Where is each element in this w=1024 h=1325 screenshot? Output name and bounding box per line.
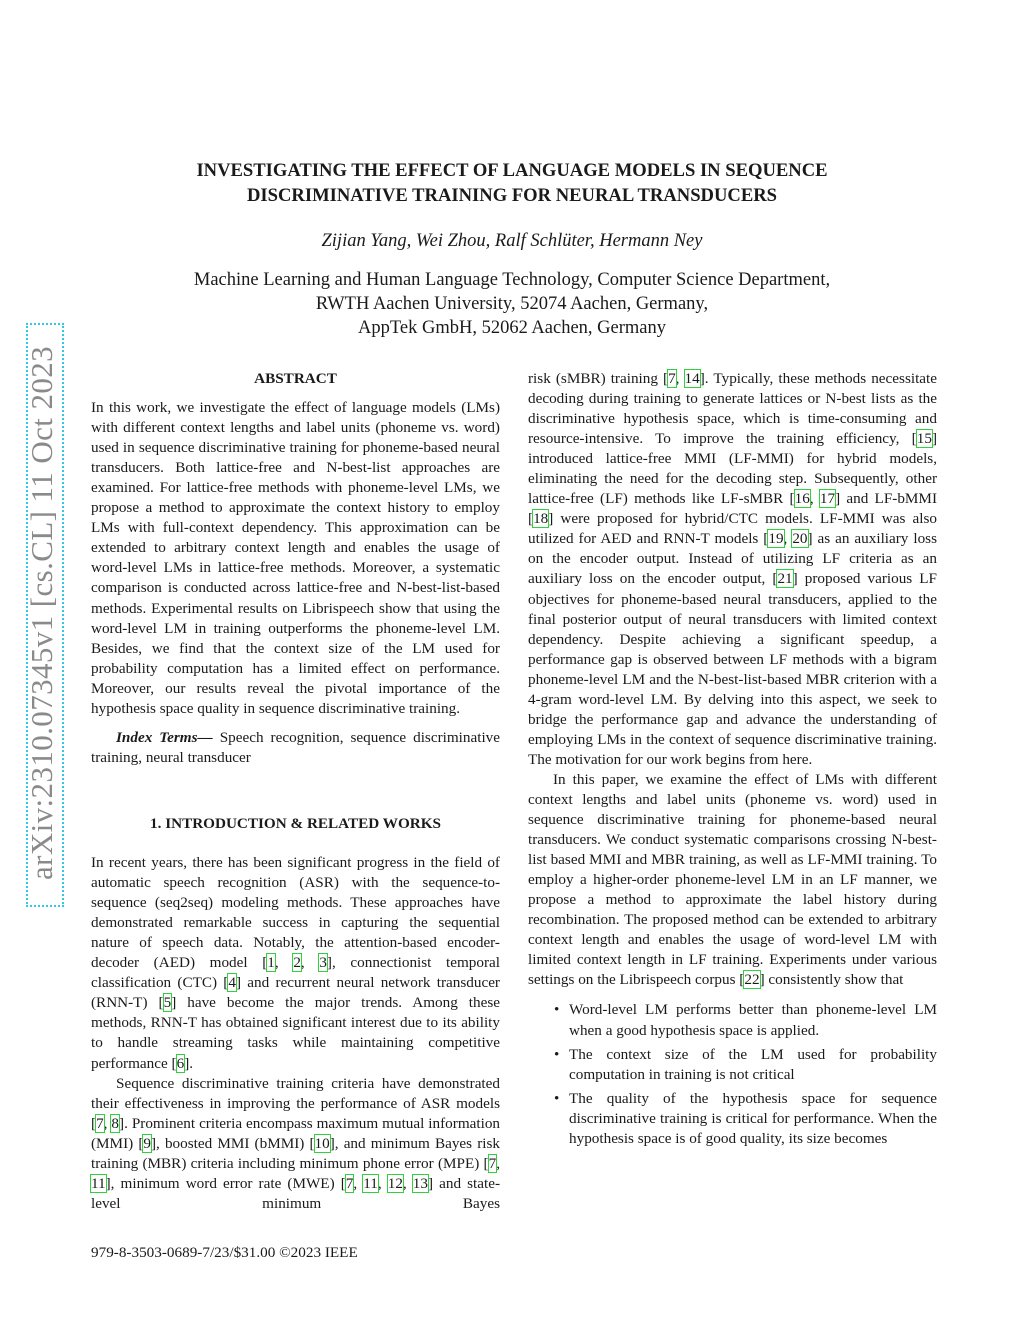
- intro-paragraph-2: [91, 1074, 500, 1214]
- text-run: In this paper, we examine the effect of LMs with different context lengths and label units (phoneme vs. word) used in sequence discriminative training for phoneme-based neural transducers. We conduct systematic comparisons crossing N-best-list based MMI and MBR training, as well as LF-MMI training. To employ a higher-order phoneme-level LM in an LF manner, we propose a method to approximate the label history during recombination. The proposed method can be extended to arbitrary context length and enables the usage of word-level LM with limited context length in LF training. Experiments under various settings on the Librispeech corpus [: [528, 770, 937, 989]
- citation-link[interactable]: 9: [143, 1134, 151, 1152]
- text-run: ] consistently show that: [759, 971, 904, 989]
- text-run: ], connectionist temporal classification (CTC) [: [91, 954, 500, 992]
- citation-link[interactable]: 17: [819, 490, 836, 508]
- citation-link[interactable]: 1: [267, 954, 275, 972]
- citation-link[interactable]: 13: [412, 1174, 428, 1192]
- citation-link[interactable]: 18: [533, 510, 549, 528]
- abstract-text: In this work, we investigate the effect of language models (LMs) with different context lengths and label units (phoneme vs. word) used in sequence discriminative training for phoneme-based neural transducers. Both lattice-free and N-best-list approaches are examined. For lattice-free methods with phoneme-level LMs, we propose a method to approximate the context history to employ LMs with full-context dependency. This approximation can be extended to arbitrary context length and enables the usage of word-level LMs in lattice-free methods. Moreover, a systematic comparison is conducted across lattice-free and N-best-list-based methods. Experimental results on Librispeech show that using the word-level LM in training outperforms the phoneme-level LM. Besides, we find that the context size of the LM used for probability computation has a limited effect on performance. Moreover, our results reveal the pivotal importance of the hypothesis space quality in sequence discriminative training.: [91, 399, 500, 717]
- citation-link[interactable]: 6: [176, 1054, 185, 1072]
- text-run: Sequence discriminative training criteria have demonstrated their effectiveness in improving the performance of ASR models [: [91, 1074, 500, 1132]
- affiliation-line-3: AppTek GmbH, 52062 Aachen, Germany: [358, 318, 666, 338]
- text-run: ] and state-level minimum Bayes: [91, 1174, 501, 1212]
- text-run: ,: [274, 954, 294, 972]
- intro-section-right: [528, 369, 937, 1153]
- author-list: Zijian Yang, Wei Zhou, Ralf Schlüter, Hermann Ney: [321, 231, 703, 251]
- citation-link[interactable]: 11: [91, 1174, 106, 1192]
- title-line-2: DISCRIMINATIVE TRAINING FOR NEURAL TRANSDUCERS: [246, 185, 777, 206]
- text-run: ], minimum word error rate (MWE) [: [105, 1174, 346, 1192]
- citation-link[interactable]: 2: [293, 954, 301, 972]
- citation-link[interactable]: 20: [792, 530, 808, 548]
- text-run: ,: [496, 1154, 500, 1172]
- index-terms-label: Index Terms—: [116, 728, 213, 746]
- citation-link[interactable]: 16: [794, 490, 810, 508]
- text-run: ,: [809, 490, 820, 508]
- index-terms-text: Speech recognition, sequence discriminative training, neural transducer: [91, 728, 501, 766]
- text-run: ].: [184, 1054, 194, 1072]
- text-run: ,: [353, 1174, 364, 1192]
- text-run: ]. Typically, these methods necessitate decoding during training to generate lattices or N-best lists as the discriminative hypothesis space, which is time-consuming and resource-intensive. To improve the training efficiency, [: [528, 370, 937, 448]
- list-item: • The context size of the LM used for probability computation in training is not critical: [528, 1045, 937, 1085]
- index-terms: [91, 728, 500, 768]
- text-run: ] and LF-bMMI [: [528, 490, 937, 528]
- text-run: ] introduced lattice-free MMI (LF-MMI) for hybrid models, eliminating the need for the decoding step. Subsequently, other lattice-free (LF) methods like LF-sMBR [: [528, 430, 937, 508]
- citation-link[interactable]: 21: [777, 570, 793, 588]
- citation-link[interactable]: 10: [314, 1134, 330, 1152]
- text-run: ] proposed various LF objectives for phoneme-based neural transducers, applied to the final posterior output of neural transducers with limited context dependency. Despite achieving a significant speedup, a performance gap is observed between LF methods with a bigram phoneme-level LM and the N-best-list-based MBR criterion with a 4-gram word-level LM. By delving into this aspect, we seek to bridge the performance gap and advance the understanding of employing LMs in the context of sequence discriminative training. The motivation for our work begins from here.: [528, 570, 937, 768]
- text-run: ,: [402, 1174, 413, 1192]
- abstract-heading: ABSTRACT: [254, 370, 337, 387]
- citation-link[interactable]: 3: [319, 954, 327, 972]
- citation-link[interactable]: 7: [96, 1114, 104, 1132]
- arxiv-identifier: arXiv:2310.07345v1 [cs.CL] 11 Oct 2023: [24, 345, 59, 881]
- text-run: ,: [675, 370, 685, 387]
- list-item: • Word-level LM performs better than phoneme-level LM when a good hypothesis space is applied.: [528, 1000, 937, 1040]
- text-run: In recent years, there has been significant progress in the field of automatic speech recognition (ASR) with the sequence-to-sequence (seq2seq) modeling methods. These approaches have demonstrated remarkable success in capturing the sequential nature of speech data. Notably, the attention-based encoder-decoder (AED) model [: [91, 854, 500, 972]
- text-run: ,: [377, 1174, 388, 1192]
- citation-link[interactable]: 4: [228, 974, 236, 992]
- affiliation-line-2: RWTH Aachen University, 52074 Aachen, Germany,: [315, 294, 709, 314]
- citation-link[interactable]: 7: [668, 370, 676, 387]
- citation-link[interactable]: 7: [345, 1174, 354, 1192]
- intro-section-left: [91, 814, 500, 1214]
- list-item: • The quality of the hypothesis space for sequence discriminative training is critical for performance. When the hypothesis space is of good quality, its size becomes: [528, 1089, 937, 1149]
- citation-link[interactable]: 12: [387, 1174, 403, 1192]
- text-run: ] were proposed for hybrid/CTC models. LF-MMI was also utilized for AED and RNN-T models [: [528, 510, 937, 548]
- citation-link[interactable]: 8: [111, 1114, 120, 1132]
- text-run: ], and minimum Bayes risk training (MBR) criteria including minimum phone error (MPE) [: [91, 1134, 500, 1172]
- citation-link[interactable]: 14: [684, 370, 700, 387]
- intro-paragraph-1: [91, 853, 500, 1074]
- copyright-footer: 979-8-3503-0689-7/23/$31.00 ©2023 IEEE: [91, 1244, 358, 1261]
- text-run: ] and recurrent neural network transducer (RNN-T) [: [91, 974, 500, 1012]
- citation-link[interactable]: 5: [163, 994, 172, 1012]
- title-line-1: INVESTIGATING THE EFFECT OF LANGUAGE MODELS IN SEQUENCE: [196, 160, 828, 181]
- text-run: ]. Prominent criteria encompass maximum mutual information (MMI) [: [91, 1114, 501, 1152]
- citation-link[interactable]: 7: [488, 1154, 497, 1172]
- intro-paragraph-3: [528, 770, 937, 991]
- arxiv-sidebar: [24, 323, 64, 907]
- text-run: ,: [783, 530, 793, 548]
- text-run: ] have become the major trends. Among these methods, RNN-T has obtained significant interest due to its ability to handle streaming tasks while maintaining competitive performance [: [91, 994, 501, 1072]
- text-run: ], boosted MMI (bMMI) [: [150, 1134, 315, 1152]
- intro-heading: 1. INTRODUCTION & RELATED WORKS: [150, 815, 441, 832]
- intro-paragraph-2-continued: [528, 369, 937, 770]
- findings-list: [528, 1000, 937, 1148]
- text-run: risk (sMBR) training [: [528, 370, 669, 387]
- affiliation-line-1: Machine Learning and Human Language Technology, Computer Science Department,: [193, 270, 831, 290]
- citation-link[interactable]: 15: [916, 430, 932, 448]
- affiliations: [0, 268, 1024, 340]
- text-run: ,: [300, 954, 320, 972]
- citation-link[interactable]: 11: [363, 1174, 378, 1192]
- text-run: ,: [103, 1114, 112, 1132]
- text-run: ] as an auxiliary loss on the encoder output. Instead of utilizing LF criteria as an auxiliary loss on the encoder output, [: [528, 530, 937, 588]
- citation-link[interactable]: 19: [768, 530, 784, 548]
- paper-title: [0, 158, 1024, 208]
- abstract-section: [91, 369, 500, 768]
- citation-link[interactable]: 22: [744, 971, 760, 989]
